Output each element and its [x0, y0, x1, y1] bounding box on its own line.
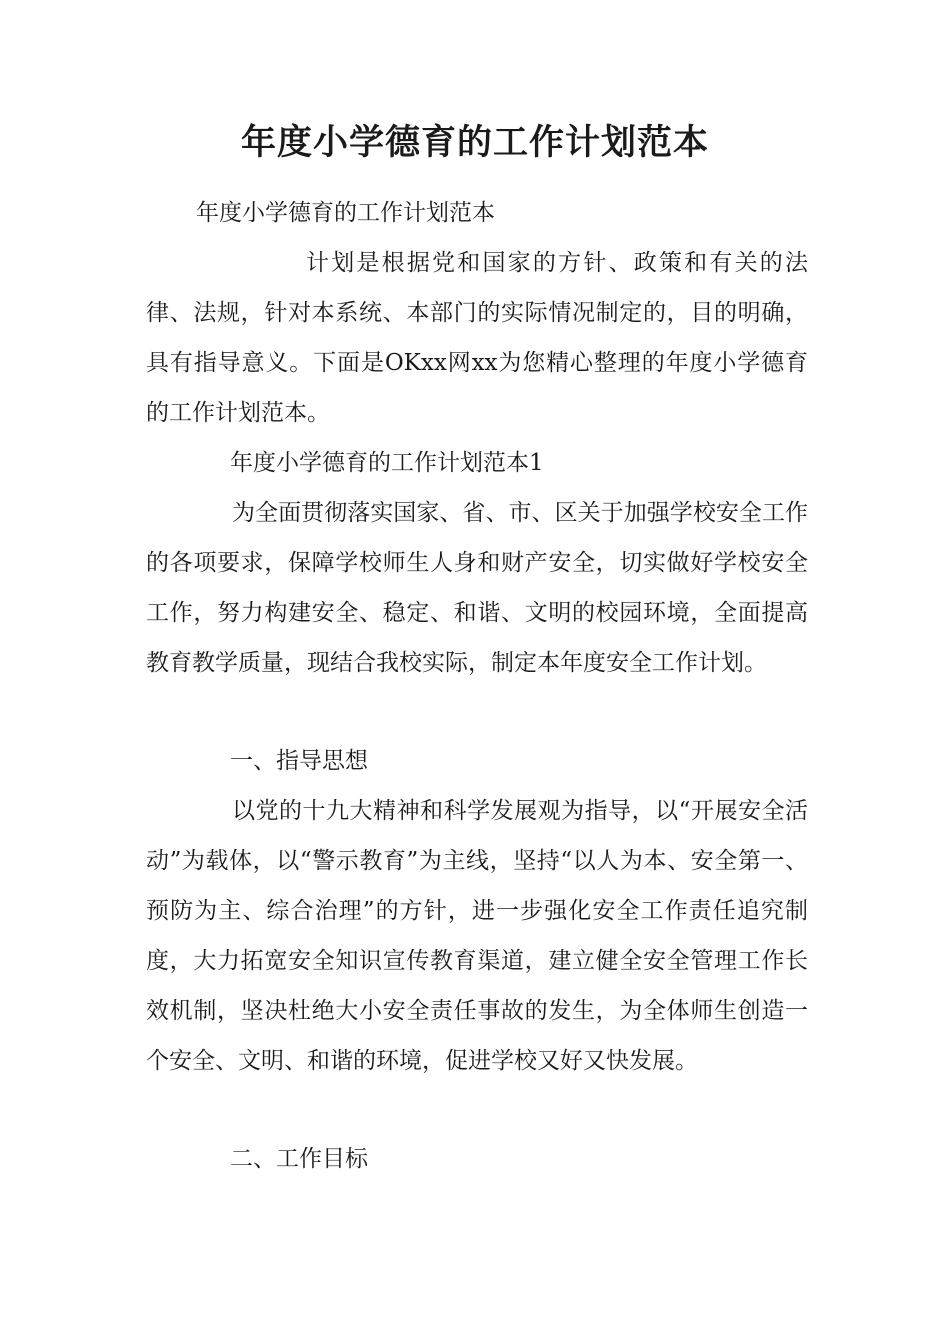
document-title: 年度小学德育的工作计划范本	[240, 122, 709, 163]
section1-paragraph: 以党的十九大精神和科学发展观为指导，以“开展安全活动”为载体，以“警示教育”为主线，坚持“以人为本、安全第一、预防为主、综合治理”的方针，进一步强化安全工作责任追究制度，大力拓宽安全知识宣传教育渠道，建立健全安全管理工作长效机制，坚决杜绝大小安全责任事故的发生，为全体师生创造一个安全、文明、和谐的环境，促进学校又好又快发展。	[146, 798, 808, 1074]
section2-heading: 二、工作目标	[230, 1146, 368, 1172]
document-subtitle: 年度小学德育的工作计划范本	[196, 200, 495, 226]
plan1-heading: 年度小学德育的工作计划范本1	[230, 450, 544, 476]
section1-heading: 一、指导思想	[230, 748, 368, 774]
plan1-paragraph: 为全面贯彻落实国家、省、市、区关于加强学校安全工作的各项要求，保障学校师生人身和财产安全，切实做好学校安全工作，努力构建安全、稳定、和谐、文明的校园环境，全面提高教育教学质量，现结合我校实际，制定本年度安全工作计划。	[146, 500, 808, 676]
intro-paragraph: 计划是根据党和国家的方针、政策和有关的法律、法规，针对本系统、本部门的实际情况制定的，目的明确，具有指导意义。下面是OKxx网xx为您精心整理的年度小学德育的工作计划范本。	[146, 250, 808, 426]
